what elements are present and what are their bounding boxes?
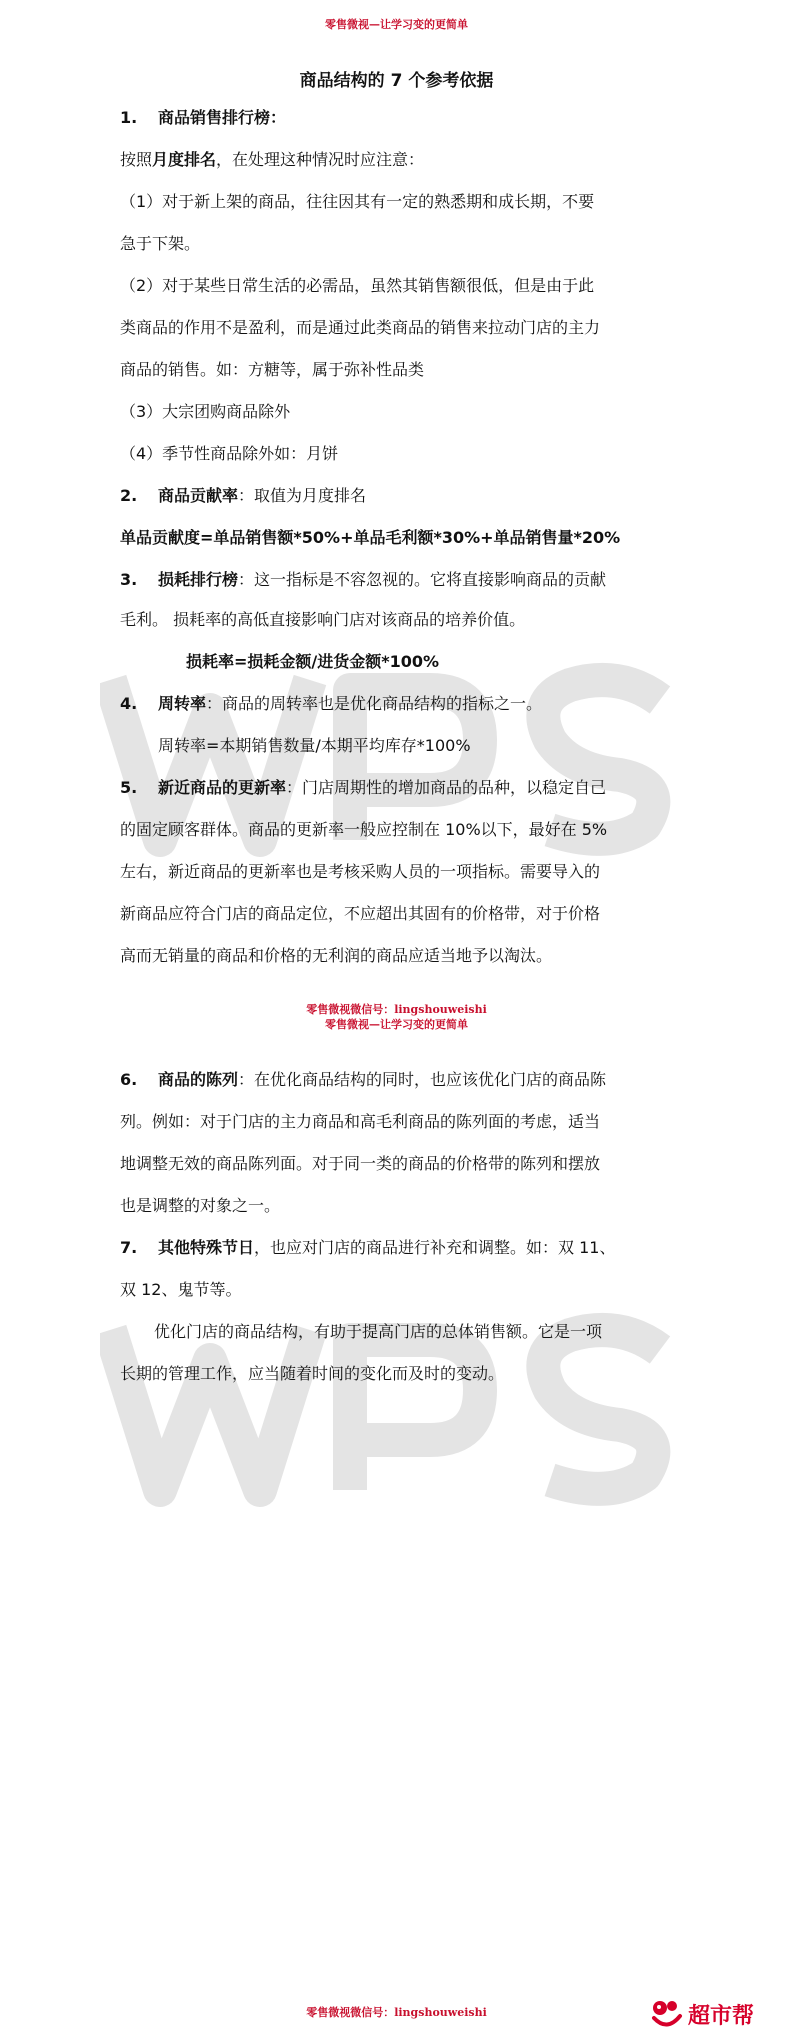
paragraph-line: （1）对于新上架的商品，往往因其有一定的熟悉期和成长期，不要: [120, 192, 595, 211]
paragraph-line: 商品的销售。如：方糖等，属于弥补性品类: [120, 360, 425, 379]
brand-logo: [650, 1996, 754, 2032]
paragraph-line: 新商品应符合门店的商品定位，不应超出其固有的价格带，对于价格: [120, 904, 601, 923]
paragraph-line: 双 12、鬼节等。: [120, 1280, 242, 1299]
paragraph-line: 也是调整的对象之一。: [120, 1196, 281, 1215]
section-4-heading: 4. 周转率：商品的周转率也是优化商品结构的指标之一。: [120, 694, 543, 713]
paragraph-line: 左右，新近商品的更新率也是考核采购人员的一项指标。需要导入的: [120, 862, 601, 881]
header-banner: 零售微视—让学习变的更简单: [325, 18, 468, 31]
section-5-heading: 5. 新近商品的更新率：门店周期性的增加商品的品种，以稳定自己: [120, 778, 607, 797]
paragraph-line: 列。例如：对于门店的主力商品和高毛利商品的陈列面的考虑，适当: [120, 1112, 601, 1131]
closing-paragraph-line: 优化门店的商品结构，有助于提高门店的总体销售额。它是一项: [154, 1322, 603, 1341]
section-2-heading: 2. 商品贡献率：取值为月度排名: [120, 486, 367, 505]
paragraph-line: 类商品的作用不是盈利，而是通过此类商品的销售来拉动门店的主力: [120, 318, 601, 337]
section-1-heading: [120, 108, 286, 128]
paragraph-line: 按照月度排名，在处理这种情况时应注意：: [120, 150, 425, 169]
footer-banner: 零售微视微信号：lingshouweishi: [306, 2006, 487, 2019]
formula-loss-rate: 损耗率=损耗金额/进货金额*100%: [186, 652, 440, 671]
mascot-icon: [650, 1998, 684, 2030]
closing-paragraph-line: 长期的管理工作，应当随着时间的变化而及时的变动。: [120, 1364, 505, 1383]
formula-turnover: 周转率=本期销售数量/本期平均库存*100%: [158, 736, 471, 755]
section-3-heading: 3. 损耗排行榜：这一指标是不容忽视的。它将直接影响商品的贡献: [120, 570, 607, 589]
page-header-banner: 零售微视—让学习变的更简单: [325, 1018, 468, 1031]
paragraph-line: （2）对于某些日常生活的必需品，虽然其销售额很低，但是由于此: [120, 276, 595, 295]
formula-contribution: 单品贡献度=单品销售额*50%+单品毛利额*30%+单品销售量*20%: [120, 528, 621, 547]
section-7-heading: 7. 其他特殊节日，也应对门店的商品进行补充和调整。如：双 11、: [120, 1238, 616, 1257]
logo-text: 超市帮: [688, 2003, 755, 2029]
paragraph-line: 毛利。 损耗率的高低直接影响门店对该商品的培养价值。: [120, 610, 526, 629]
paragraph-line: （4）季节性商品除外如：月饼: [120, 444, 339, 463]
paragraph-line: 的固定顾客群体。商品的更新率一般应控制在 10%以下，最好在 5%: [120, 820, 608, 839]
section-title: 商品销售排行榜：: [158, 108, 287, 127]
section-6-heading: 6. 商品的陈列：在优化商品结构的同时，也应该优化门店的商品陈: [120, 1070, 607, 1089]
paragraph-line: （3）大宗团购商品除外: [120, 402, 291, 421]
paragraph-line: 急于下架。: [120, 234, 201, 253]
paragraph-line: 地调整无效的商品陈列面。对于同一类的商品的价格带的陈列和摆放: [120, 1154, 601, 1173]
page-title: 商品结构的 7 个参考依据: [299, 71, 494, 91]
section-number: 1.: [120, 108, 138, 127]
paragraph-line: 高而无销量的商品和价格的无利润的商品应适当地予以淘汰。: [120, 946, 553, 965]
page-footer-banner: 零售微视微信号：lingshouweishi: [306, 1003, 487, 1016]
